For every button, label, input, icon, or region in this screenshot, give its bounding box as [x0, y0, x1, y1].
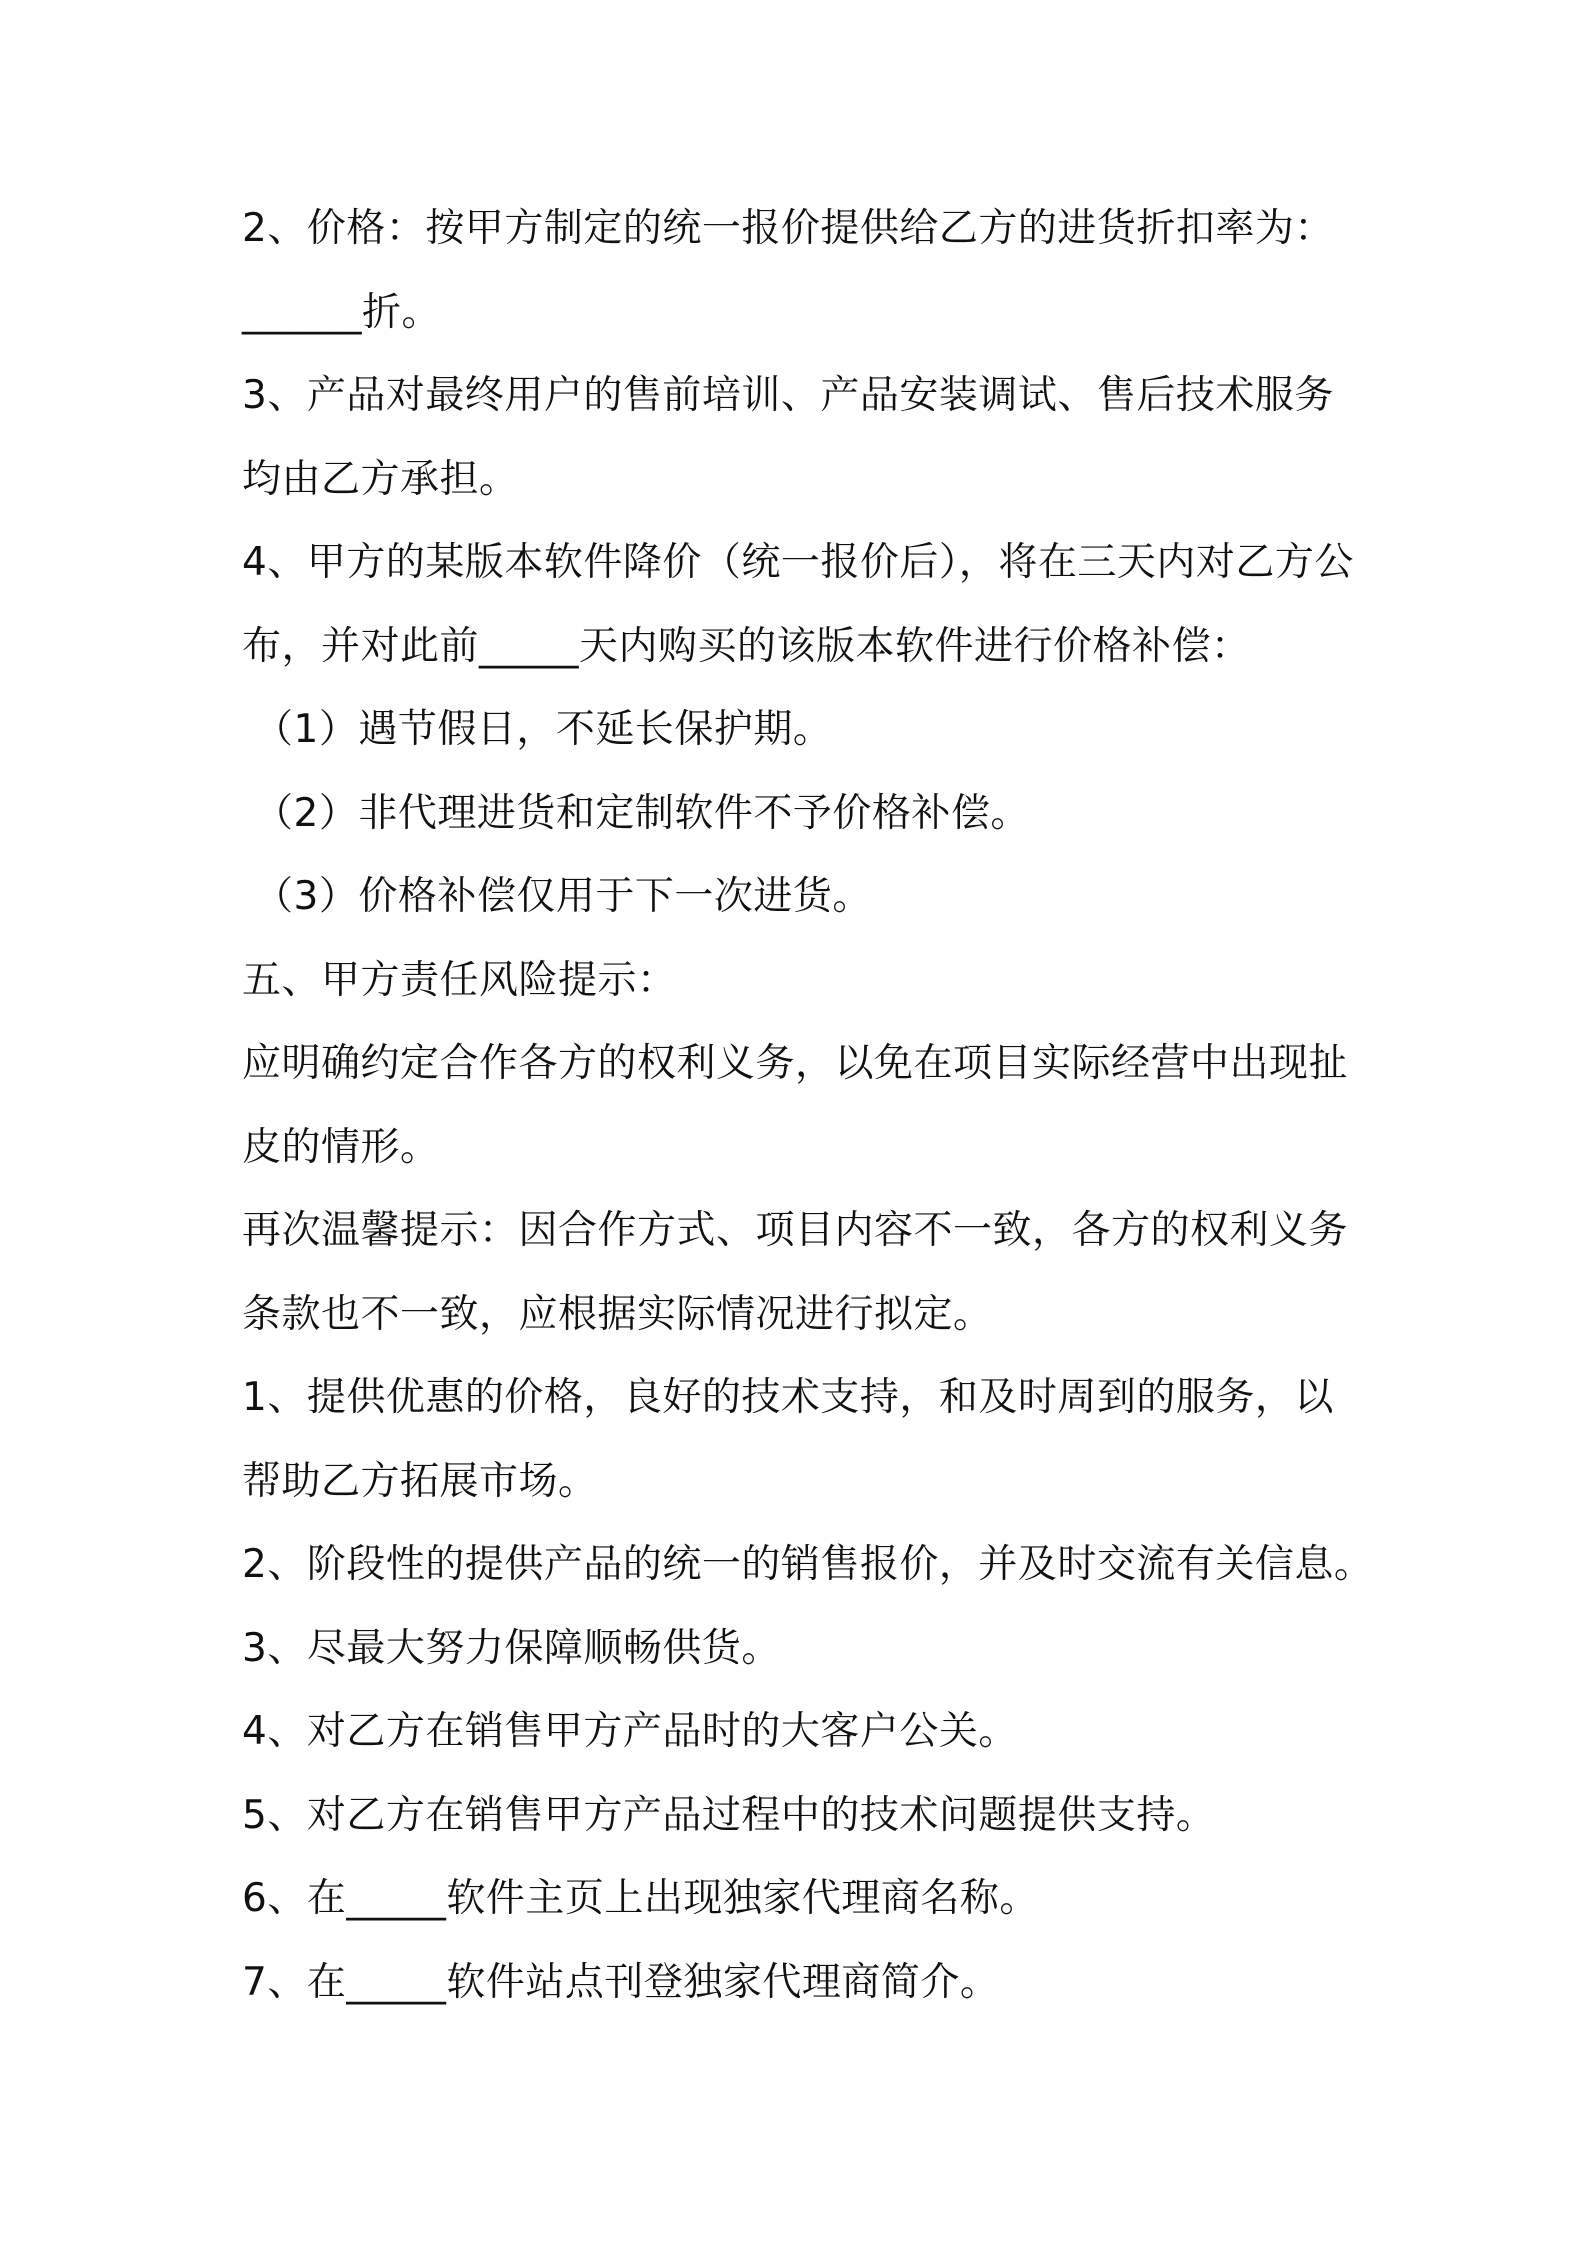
paragraph-line: 3、尽最大努力保障顺畅供货。: [242, 1626, 781, 1671]
list-item: （2）非代理进货和定制软件不予价格补偿。: [254, 791, 1030, 836]
list-item: （1）遇节假日，不延长保护期。: [254, 707, 833, 752]
paragraph-line: 再次温馨提示：因合作方式、项目内容不一致，各方的权利义务: [242, 1208, 1349, 1253]
paragraph-line: 5、对乙方在销售甲方产品过程中的技术问题提供支持。: [242, 1793, 1216, 1838]
paragraph-line: 2、价格：按甲方制定的统一报价提供给乙方的进货折扣率为：: [242, 206, 1334, 251]
paragraph-line: 布，并对此前_____天内购买的该版本软件进行价格补偿：: [242, 624, 1251, 669]
paragraph-line: 条款也不一致，应根据实际情况进行拟定。: [242, 1292, 993, 1337]
paragraph-line: 皮的情形。: [242, 1125, 440, 1170]
paragraph-line: ______折。: [242, 290, 442, 335]
section-heading: 五、甲方责任风险提示：: [242, 958, 677, 1003]
paragraph-line: 6、在_____软件主页上出现独家代理商名称。: [242, 1876, 1039, 1921]
paragraph-line: 4、甲方的某版本软件降价（统一报价后），将在三天内对乙方公: [242, 540, 1354, 585]
list-item: （3）价格补偿仅用于下一次进货。: [254, 874, 872, 919]
paragraph-line: 3、产品对最终用户的售前培训、产品安装调试、售后技术服务: [242, 373, 1334, 418]
paragraph-line: 7、在_____软件站点刊登独家代理商简介。: [242, 1960, 1000, 2005]
paragraph-line: 均由乙方承担。: [242, 457, 519, 502]
paragraph-line: 1、提供优惠的价格，良好的技术支持，和及时周到的服务，以: [242, 1375, 1334, 1420]
paragraph-line: 帮助乙方拓展市场。: [242, 1459, 598, 1504]
paragraph-line: 4、对乙方在销售甲方产品时的大客户公关。: [242, 1709, 1018, 1754]
paragraph-line: 2、阶段性的提供产品的统一的销售报价，并及时交流有关信息。: [242, 1542, 1374, 1587]
paragraph-line: 应明确约定合作各方的权利义务，以免在项目实际经营中出现扯: [242, 1041, 1349, 1086]
